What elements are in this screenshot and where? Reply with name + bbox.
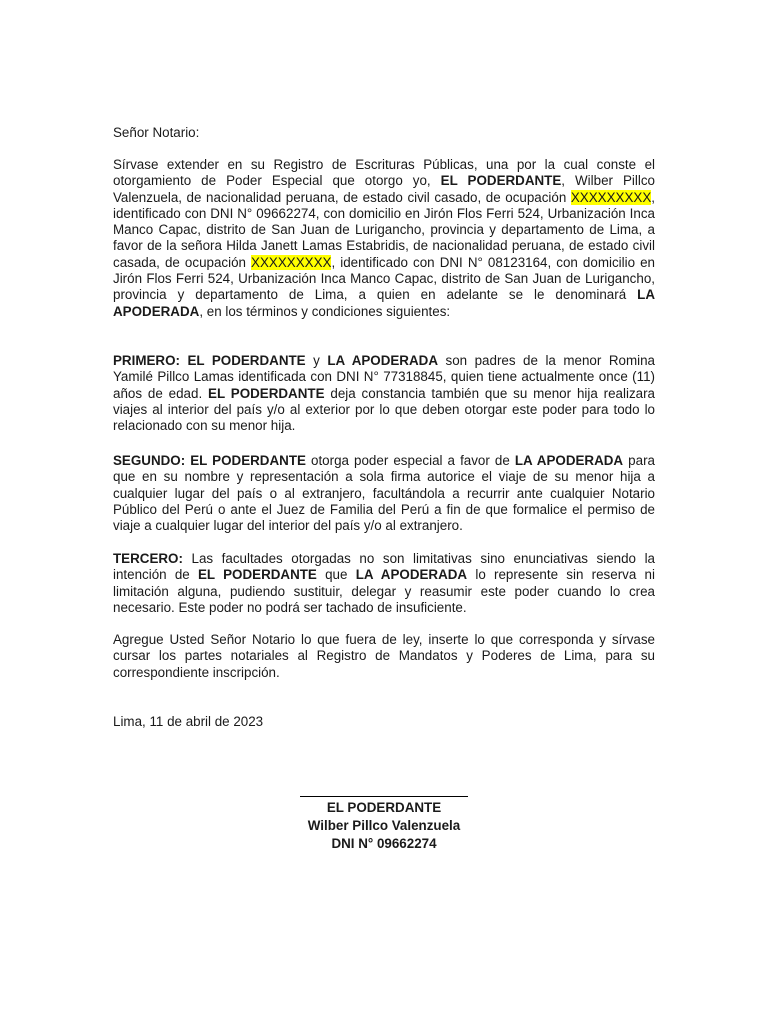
- poderdante-label: EL PODERDANTE: [440, 173, 562, 189]
- paragraph-intro: [113, 157, 655, 320]
- tercero-text-1: Las facultades otorgadas no son limitativas sino enunciativas siendo la intención de: [113, 551, 655, 583]
- segundo-heading: SEGUNDO:: [113, 453, 186, 468]
- primero-text-1: y: [305, 353, 328, 368]
- paragraph-closing: Agregue Usted Señor Notario lo que fuera de ley, inserte lo que corresponda y sírvase cursar los partes notariales al Registro de Mandatos y Poderes de Lima, para su correspondiente inscripción.: [113, 632, 655, 680]
- signature-name: Wilber Pillco Valenzuela: [307, 818, 461, 833]
- signature-block: [300, 796, 468, 853]
- apoderada-label: LA APODERADA: [355, 567, 468, 583]
- poderdante-label: EL PODERDANTE: [190, 453, 306, 468]
- primero-heading: PRIMERO:: [113, 353, 180, 368]
- signature-line: [300, 796, 468, 797]
- segundo-text-1: otorga poder especial a favor de: [305, 453, 515, 468]
- signature-dni: DNI N° 09662274: [331, 836, 437, 851]
- tercero-text-2: que: [316, 567, 356, 583]
- salutation: Señor Notario:: [113, 125, 200, 140]
- tercero-heading: TERCERO:: [113, 551, 183, 566]
- intro-text-5: , en los términos y condiciones siguientes:: [199, 303, 451, 319]
- apoderada-label: LA APODERADA: [514, 453, 624, 468]
- poderdante-label: EL PODERDANTE: [198, 567, 317, 583]
- signature-role: EL PODERDANTE: [326, 800, 442, 815]
- poderdante-label: EL PODERDANTE: [187, 353, 306, 368]
- apoderada-label: LA APODERADA: [113, 287, 655, 319]
- paragraph-tercero: [113, 551, 655, 616]
- paragraph-segundo: [113, 453, 655, 534]
- occupation-redacted-2: XXXXXXXXX: [251, 254, 332, 270]
- paragraph-primero: [113, 353, 655, 434]
- tercero-text-3: lo represente sin reserva ni limitación alguna, pudiendo sustituir, delegar y reasumir este poder cuando lo crea necesario. Este poder no podrá ser tachado de insuficiente.: [113, 567, 655, 615]
- primero-text-3: deja constancia también que su menor hija realizara viajes al interior del país y/o al exterior por lo que deben otorgar este poder para todo lo relacionado con su menor hija.: [113, 385, 656, 434]
- segundo-text-2: para que en su nombre y representación a sola firma autorice el viaje de su menor hija a cualquier lugar del país o al extranjero, facultándola a recurrir ante cualquier Notario Público del Perú o ante el Juez de Familia del Perú a fin de que formalice el permiso de viaje a cualquier lugar del interior del país y/o al extranjero.: [113, 453, 655, 534]
- primero-text-2: son padres de la menor Romina Yamilé Pillco Lamas identificada con DNI N° 77318845, quien tiene actualmente once (11) años de edad.: [113, 353, 655, 401]
- occupation-redacted-1: XXXXXXXXX: [570, 189, 652, 205]
- intro-text-1: Sírvase extender en su Registro de Escrituras Públicas, una por la cual conste el otorgamiento de Poder Especial que otorgo yo,: [113, 157, 655, 189]
- poderdante-label: EL PODERDANTE: [208, 385, 325, 401]
- intro-text-2: , Wilber Pillco Valenzuela, de nacionalidad peruana, de estado civil casado, de ocupación: [113, 173, 655, 205]
- intro-text-4: , identificado con DNI N° 08123164, con domicilio en Jirón Flos Ferri 524, Urbanización Inca Manco Capac, distrito de San Juan de Lurigancho, provincia y departamento de Lima, a quien en adelante se le denominará: [113, 254, 655, 303]
- place-date: Lima, 11 de abril de 2023: [113, 714, 264, 729]
- apoderada-label: LA APODERADA: [327, 353, 438, 368]
- intro-text-3: , identificado con DNI N° 09662274, con domicilio en Jirón Flos Ferri 524, Urbanización Inca Manco Capac, distrito de San Juan de Lurigancho, provincia y departamento de Lima, a favor de la señora Hilda Janett Lamas Estabridis, de nacionalidad peruana, de estado civil casada, de ocupación: [113, 189, 655, 270]
